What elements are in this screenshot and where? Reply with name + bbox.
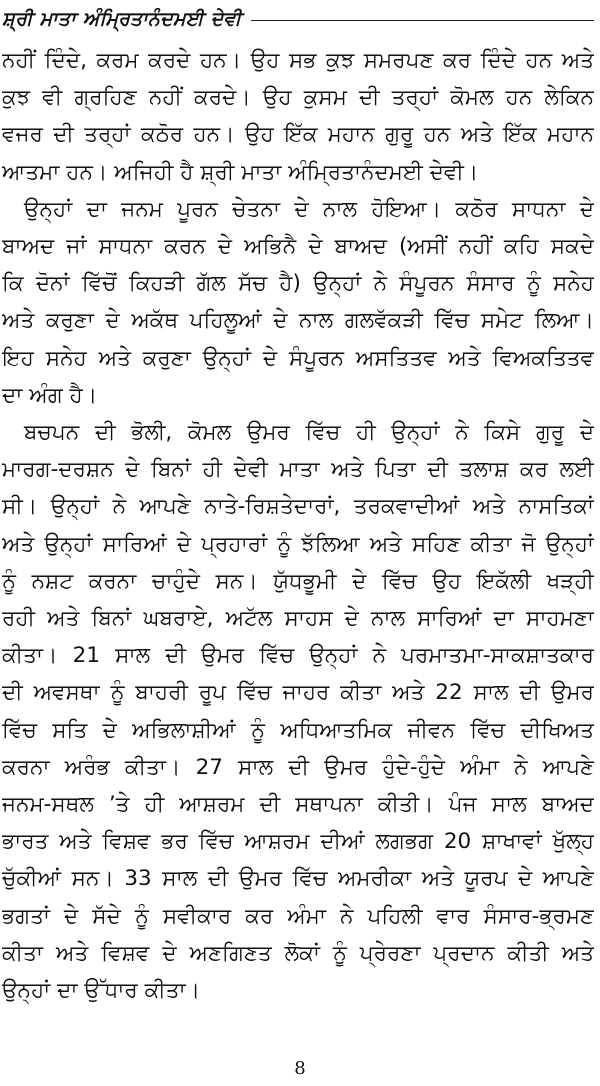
text-line: ਉਨ੍ਹਾਂ ਦਾ ਉੱਧਾਰ ਕੀਤਾ। <box>2 978 201 1004</box>
text-line: ਰਹੀ ਅਤੇ ਬਿਨਾਂ ਘਬਰਾਏ, ਅਟੱਲ ਸਾਹਸ ਦੇ ਨਾਲ ਸਾਰਿਆਂ ਦਾ ਸਾਹਮਣਾ <box>2 606 594 632</box>
text-line: ਦੀ ਅਵਸਥਾ ਨੂੰ ਬਾਹਰੀ ਰੂਪ ਵਿੱਚ ਜਾਹਰ ਕੀਤਾ ਅਤੇ 22 ਸਾਲ ਦੀ ਉਮਰ <box>2 680 594 706</box>
header-rule <box>251 20 594 21</box>
text-line: ਅਤੇ ਕਰੁਣਾ ਦੇ ਅਕੱਥ ਪਹਿਲੂਆਂ ਦੇ ਨਾਲ ਗਲਵੱਕੜੀ ਵਿੱਚ ਸਮੇਟ ਲਿਆ। <box>2 308 594 334</box>
paragraph-1 <box>2 42 594 191</box>
text-line: ਵਿੱਚ ਸਤਿ ਦੇ ਅਭਿਲਾਸ਼ੀਆਂ ਨੂੰ ਅਧਿਆਤਮਿਕ ਜੀਵਨ ਵਿੱਚ ਦੀਖਿਅਤ <box>2 717 594 743</box>
text-line: ਭਾਰਤ ਅਤੇ ਵਿਸ਼ਵ ਭਰ ਵਿੱਚ ਆਸ਼ਰਮ ਦੀਆਂ ਲਗਭਗ 20 ਸ਼ਾਖਾਵਾਂ ਖੁੱਲ੍ਹ <box>2 829 594 855</box>
text-line: ਅਤੇ ਉਨ੍ਹਾਂ ਸਾਰਿਆਂ ਦੇ ਪ੍ਰਹਾਰਾਂ ਨੂੰ ਝੱਲਿਆ ਅਤੇ ਸਹਿਣ ਕੀਤਾ ਜੋ ਉਨ੍ਹਾਂ <box>2 531 594 557</box>
page-number: 8 <box>294 1058 306 1079</box>
text-line: ਇਹ ਸਨੇਹ ਅਤੇ ਕਰੁਣਾ ਉਨ੍ਹਾਂ ਦੇ ਸੰਪੂਰਨ ਅਸਤਿਤਵ ਅਤੇ ਵਿਅਕਤਿਤਵ <box>2 345 594 371</box>
text-line: ਨਹੀਂ ਦਿੰਦੇ, ਕਰਮ ਕਰਦੇ ਹਨ। ਉਹ ਸਭ ਕੁਝ ਸਮਰਪਣ ਕਰ ਦਿੰਦੇ ਹਨ ਅਤੇ <box>2 48 594 73</box>
text-line: ਨੂੰ ਨਸ਼ਟ ਕਰਨਾ ਚਾਹੁੰਦੇ ਸਨ। ਯੁੱਧਭੂਮੀ ਦੇ ਵਿੱਚ ਉਹ ਇਕੱਲੀ ਖੜ੍ਹੀ <box>2 568 594 594</box>
running-header <box>2 4 594 34</box>
text-line: ਕੁਝ ਵੀ ਗ੍ਰਹਿਣ ਨਹੀਂ ਕਰਦੇ। ਉਹ ਕੁਸਮ ਦੀ ਤਰ੍ਹਾਂ ਕੋਮਲ ਹਨ ਲੇਕਿਨ <box>2 85 594 111</box>
text-line: ਕਿ ਦੋਨਾਂ ਵਿੱਚੋਂ ਕਿਹੜੀ ਗੱਲ ਸੱਚ ਹੈ) ਉਨ੍ਹਾਂ ਨੇ ਸੰਪੂਰਨ ਸੰਸਾਰ ਨੂੰ ਸਨੇਹ <box>2 271 594 297</box>
paragraph-3 <box>2 414 594 1009</box>
text-line: ਦਾ ਅੰਗ ਹੈ। <box>2 382 98 408</box>
text-line: ਮਾਰਗ-ਦਰਸ਼ਨ ਦੇ ਬਿਨਾਂ ਹੀ ਦੇਵੀ ਮਾਤਾ ਅਤੇ ਪਿਤਾ ਦੀ ਤਲਾਸ਼ ਕਰ ਲਈ <box>2 457 594 483</box>
text-line: ਉਨ੍ਹਾਂ ਦਾ ਜਨਮ ਪੂਰਨ ਚੇਤਨਾ ਦੇ ਨਾਲ ਹੋਇਆ। ਕਠੋਰ ਸਾਧਨਾ ਦੇ <box>24 196 594 222</box>
text-line: ਵਜਰ ਦੀ ਤਰ੍ਹਾਂ ਕਠੋਰ ਹਨ। ਉਹ ਇੱਕ ਮਹਾਨ ਗੁਰੂ ਹਨ ਅਤੇ ਇੱਕ ਮਹਾਨ <box>2 122 594 148</box>
paragraph-2 <box>2 191 594 414</box>
text-line: ਕੀਤਾ। 21 ਸਾਲ ਦੀ ਉਮਰ ਵਿੱਚ ਉਨ੍ਹਾਂ ਨੇ ਪਰਮਾਤਮਾ-ਸਾਕਸ਼ਾਤਕਾਰ <box>2 643 594 669</box>
text-line: ਚੁੱਕੀਆਂ ਸਨ। 33 ਸਾਲ ਦੀ ਉਮਰ ਵਿੱਚ ਅਮਰੀਕਾ ਅਤੇ ਯੂਰਪ ਦੇ ਆਪਣੇ <box>2 866 594 892</box>
header-title: ਸ਼੍ਰੀ ਮਾਤਾ ਅੰਮ੍ਰਿਤਾਨੰਦਮਈ ਦੇਵੀ <box>2 8 242 30</box>
text-line: ਭਗਤਾਂ ਦੇ ਸੱਦੇ ਨੂੰ ਸਵੀਕਾਰ ਕਰ ਅੰਮਾ ਨੇ ਪਹਿਲੀ ਵਾਰ ਸੰਸਾਰ-ਭ੍ਰਮਣ <box>2 903 594 929</box>
text-line: ਬਾਅਦ ਜਾਂ ਸਾਧਨਾ ਕਰਨ ਦੇ ਅਭਿਨੈ ਦੇ ਬਾਅਦ (ਅਸੀਂ ਨਹੀਂ ਕਹਿ ਸਕਦੇ <box>2 234 594 260</box>
text-line: ਕਰਨਾ ਅਰੰਭ ਕੀਤਾ। 27 ਸਾਲ ਦੀ ਉਮਰ ਹੁੰਦੇ-ਹੁੰਦੇ ਅੰਮਾ ਨੇ ਆਪਣੇ <box>2 754 594 780</box>
text-line: ਸੀ। ਉਨ੍ਹਾਂ ਨੇ ਆਪਣੇ ਨਾਤੇ-ਰਿਸ਼ਤੇਦਾਰਾਂ, ਤਰਕਵਾਦੀਆਂ ਅਤੇ ਨਾਸਤਿਕਾਂ <box>2 494 594 520</box>
text-line: ਜਨਮ-ਸਥਲ ’ਤੇ ਹੀ ਆਸ਼ਰਮ ਦੀ ਸਥਾਪਨਾ ਕੀਤੀ। ਪੰਜ ਸਾਲ ਬਾਅਦ <box>2 792 594 818</box>
text-line: ਬਚਪਨ ਦੀ ਭੋਲੀ, ਕੋਮਲ ਉਮਰ ਵਿੱਚ ਹੀ ਉਨ੍ਹਾਂ ਨੇ ਕਿਸੇ ਗੁਰੂ ਦੇ <box>24 420 594 446</box>
body-text <box>2 42 594 1009</box>
text-line: ਕੀਤਾ ਅਤੇ ਵਿਸ਼ਵ ਦੇ ਅਣਗਿਣਤ ਲੋਕਾਂ ਨੂੰ ਪ੍ਰੇਰਣਾ ਪ੍ਰਦਾਨ ਕੀਤੀ ਅਤੇ <box>2 940 594 966</box>
text-line: ਆਤਮਾ ਹਨ। ਅਜਿਹੀ ਹੈ ਸ਼੍ਰੀ ਮਾਤਾ ਅੰਮ੍ਰਿਤਾਨੰਦਮਈ ਦੇਵੀ। <box>2 159 479 185</box>
